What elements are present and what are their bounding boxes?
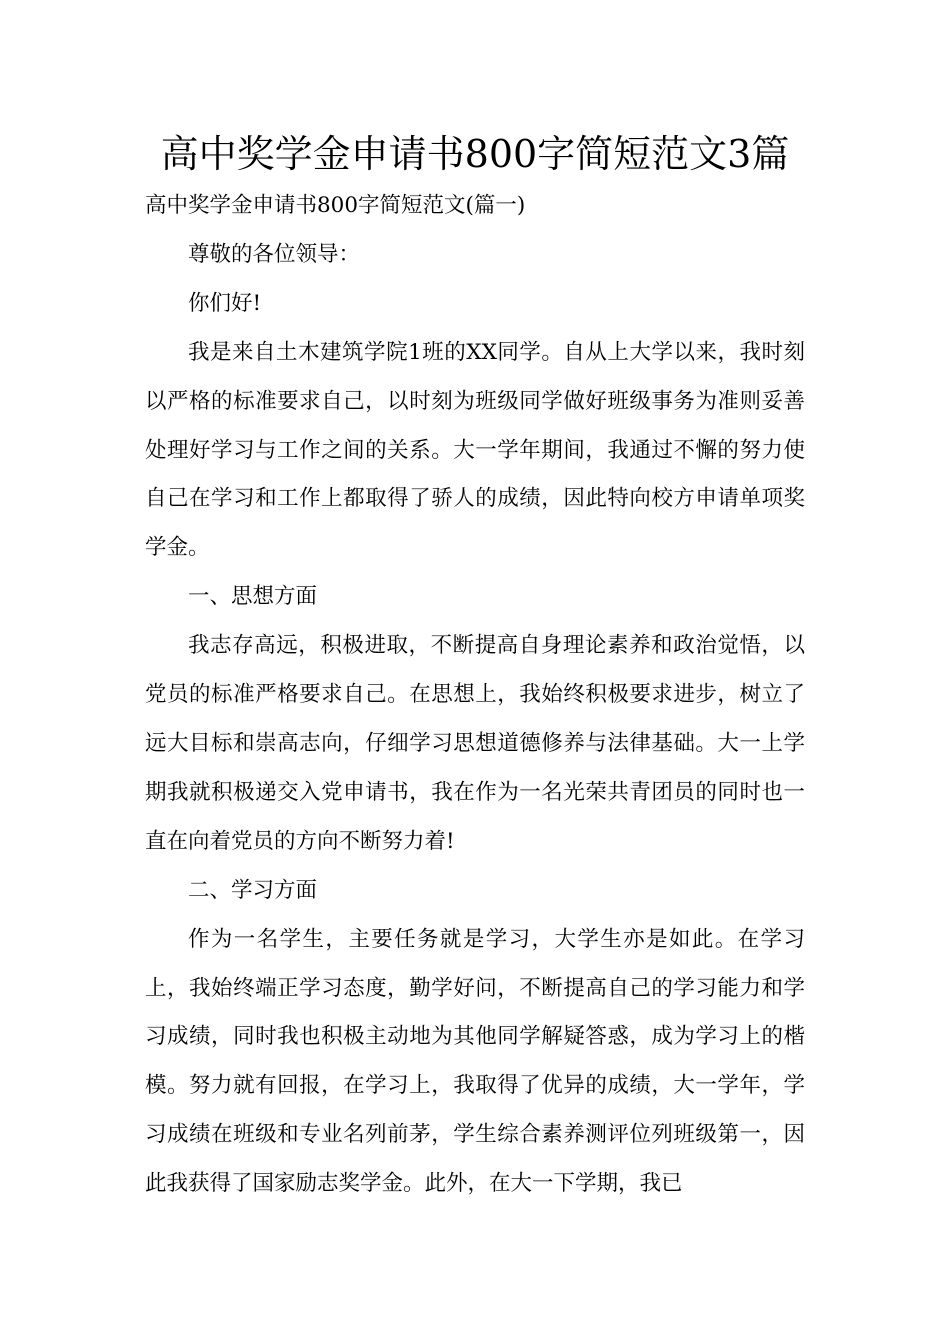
section-subtitle: 高中奖学金申请书800字简短范文(篇一) <box>145 193 526 218</box>
document-body <box>145 182 805 1209</box>
study-paragraph: 作为一名学生，主要任务就是学习，大学生亦是如此。在学习上，我始终端正学习态度，勤学好问，不断提高自己的学习能力和学习成绩，同时我也积极主动地为其他同学解疑答惑，成为学习上的楷模。努力就有回报，在学习上，我取得了优异的成绩，大一学年，学习成绩在班级和专业名列前茅，学生综合素养测评位列班级第一，因此我获得了国家励志奖学金。此外，在大一下学期，我已 <box>145 926 805 1197</box>
section-heading-study: 二、学习方面 <box>188 877 318 903</box>
section-heading-thought: 一、思想方面 <box>188 584 318 610</box>
intro-paragraph: 我是来自土木建筑学院1班的XX同学。自从上大学以来，我时刻以严格的标准要求自己，以时刻为班级同学做好班级事务为准则妥善处理好学习与工作之间的关系。大一学年期间，我通过不懈的努力使自己在学习和工作上都取得了骄人的成绩，因此特向校方申请单项奖学金。 <box>145 339 805 561</box>
document-title: 高中奖学金申请书800字简短范文3篇 <box>160 132 790 176</box>
thought-paragraph: 我志存高远，积极进取，不断提高自身理论素养和政治觉悟，以党员的标准严格要求自己。在思想上，我始终积极要求进步，树立了远大目标和崇高志向，仔细学习思想道德修养与法律基础。大一上学期我就积极递交入党申请书，我在作为一名光荣共青团员的同时也一直在向着党员的方向不断努力着! <box>145 633 805 854</box>
greeting: 你们好! <box>188 290 262 316</box>
salutation: 尊敬的各位领导： <box>188 241 361 267</box>
